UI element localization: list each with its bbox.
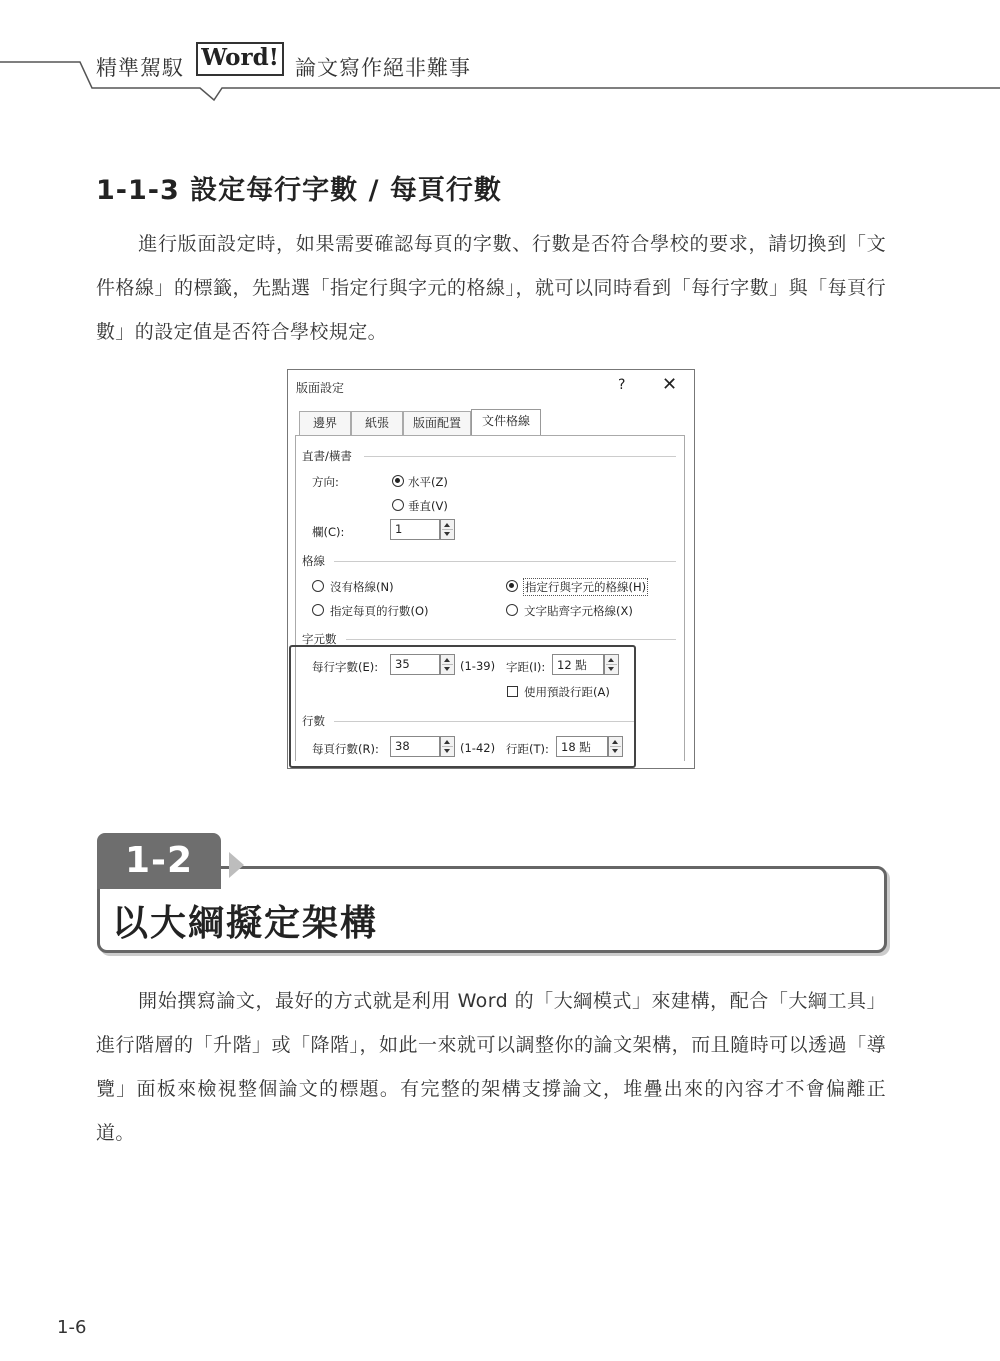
group-divider (334, 561, 676, 562)
group-chars-label: 字元數 (302, 632, 337, 646)
header-book-title-right: 論文寫作絕非難事 (295, 56, 471, 80)
columns-label: 欄(C): (312, 525, 345, 539)
line-pitch-value: 18 點 (561, 740, 591, 754)
group-grid-label: 格線 (302, 554, 325, 568)
group-divider (346, 639, 676, 640)
chars-range: (1-39) (460, 659, 496, 673)
no-grid-radio[interactable] (312, 580, 324, 592)
snap-chars-radio[interactable] (506, 604, 518, 616)
horizontal-radio[interactable] (392, 475, 404, 487)
snap-chars-label: 文字貼齊字元格線(X) (524, 604, 633, 618)
tab-paper[interactable]: 紙張 (351, 411, 403, 435)
body-paragraph (96, 979, 886, 1155)
lines-per-page-label: 每頁行數(R): (312, 742, 379, 756)
help-button[interactable]: ? (618, 377, 626, 393)
no-grid-label: 沒有格線(N) (330, 580, 394, 594)
columns-spinner[interactable] (440, 519, 455, 540)
banner-title: 以大綱擬定架構 (112, 903, 379, 944)
tab-margins[interactable]: 邊界 (299, 411, 351, 435)
highlight-frame (289, 645, 636, 768)
close-icon[interactable]: ✕ (662, 374, 678, 395)
lines-only-label: 指定每頁的行數(O) (330, 604, 429, 618)
group-lines-label: 行數 (302, 714, 325, 728)
lines-range: (1-42) (460, 741, 496, 755)
line-char-grid-label: 指定行與字元的格線(H) (525, 580, 647, 594)
line-pitch-label: 行距(T): (506, 742, 549, 756)
direction-label: 方向: (312, 475, 339, 489)
section-paragraph (96, 222, 886, 354)
page-number: 1-6 (57, 1317, 87, 1338)
body-paragraph-text: 開始撰寫論文，最好的方式就是利用 Word 的「大綱模式」來建構，配合「大綱工具」進行階層的「升階」或「降階」，如此一來就可以調整你的論文架構，而且隨時可以透過「導覽」面板來檢視整個論文的標題。有完整的架構支撐論文，堆疊出來的內容才不會偏離正道。 (96, 990, 886, 1144)
chars-per-line-value: 35 (395, 657, 410, 671)
tab-document-grid[interactable]: 文件格線 (471, 409, 541, 435)
header-book-title-left: 精準駕馭 (96, 56, 184, 80)
dialog-title: 版面設定 (296, 381, 345, 395)
use-default-pitch-label: 使用預設行距(A) (524, 685, 610, 699)
vertical-label: 垂直(V) (408, 499, 448, 513)
lines-only-radio[interactable] (312, 604, 324, 616)
group-divider (364, 456, 676, 457)
chars-per-line-label: 每行字數(E): (312, 660, 379, 674)
banner-number: 1-2 (97, 833, 221, 889)
vertical-radio[interactable] (392, 499, 404, 511)
header-word-logo: Word! (196, 42, 284, 76)
section-paragraph-text: 進行版面設定時，如果需要確認每頁的字數、行數是否符合學校的要求，請切換到「文件格線」的標籤，先點選「指定行與字元的格線」，就可以同時看到「每行字數」與「每頁行數」的設定值是否符合學校規定。 (96, 233, 886, 343)
columns-input[interactable] (390, 519, 440, 540)
banner-arrow-icon (229, 852, 244, 878)
horizontal-label: 水平(Z) (408, 475, 448, 489)
char-pitch-label: 字距(I): (506, 660, 546, 674)
lines-per-page-value: 38 (395, 739, 410, 753)
char-pitch-value: 12 點 (557, 658, 587, 672)
columns-value: 1 (395, 522, 403, 536)
section-heading: 1-1-3 設定每行字數 / 每頁行數 (96, 175, 502, 206)
group-direction-label: 直書/橫書 (302, 449, 352, 463)
line-char-grid-radio[interactable] (506, 580, 518, 592)
tab-layout[interactable]: 版面配置 (403, 411, 471, 435)
